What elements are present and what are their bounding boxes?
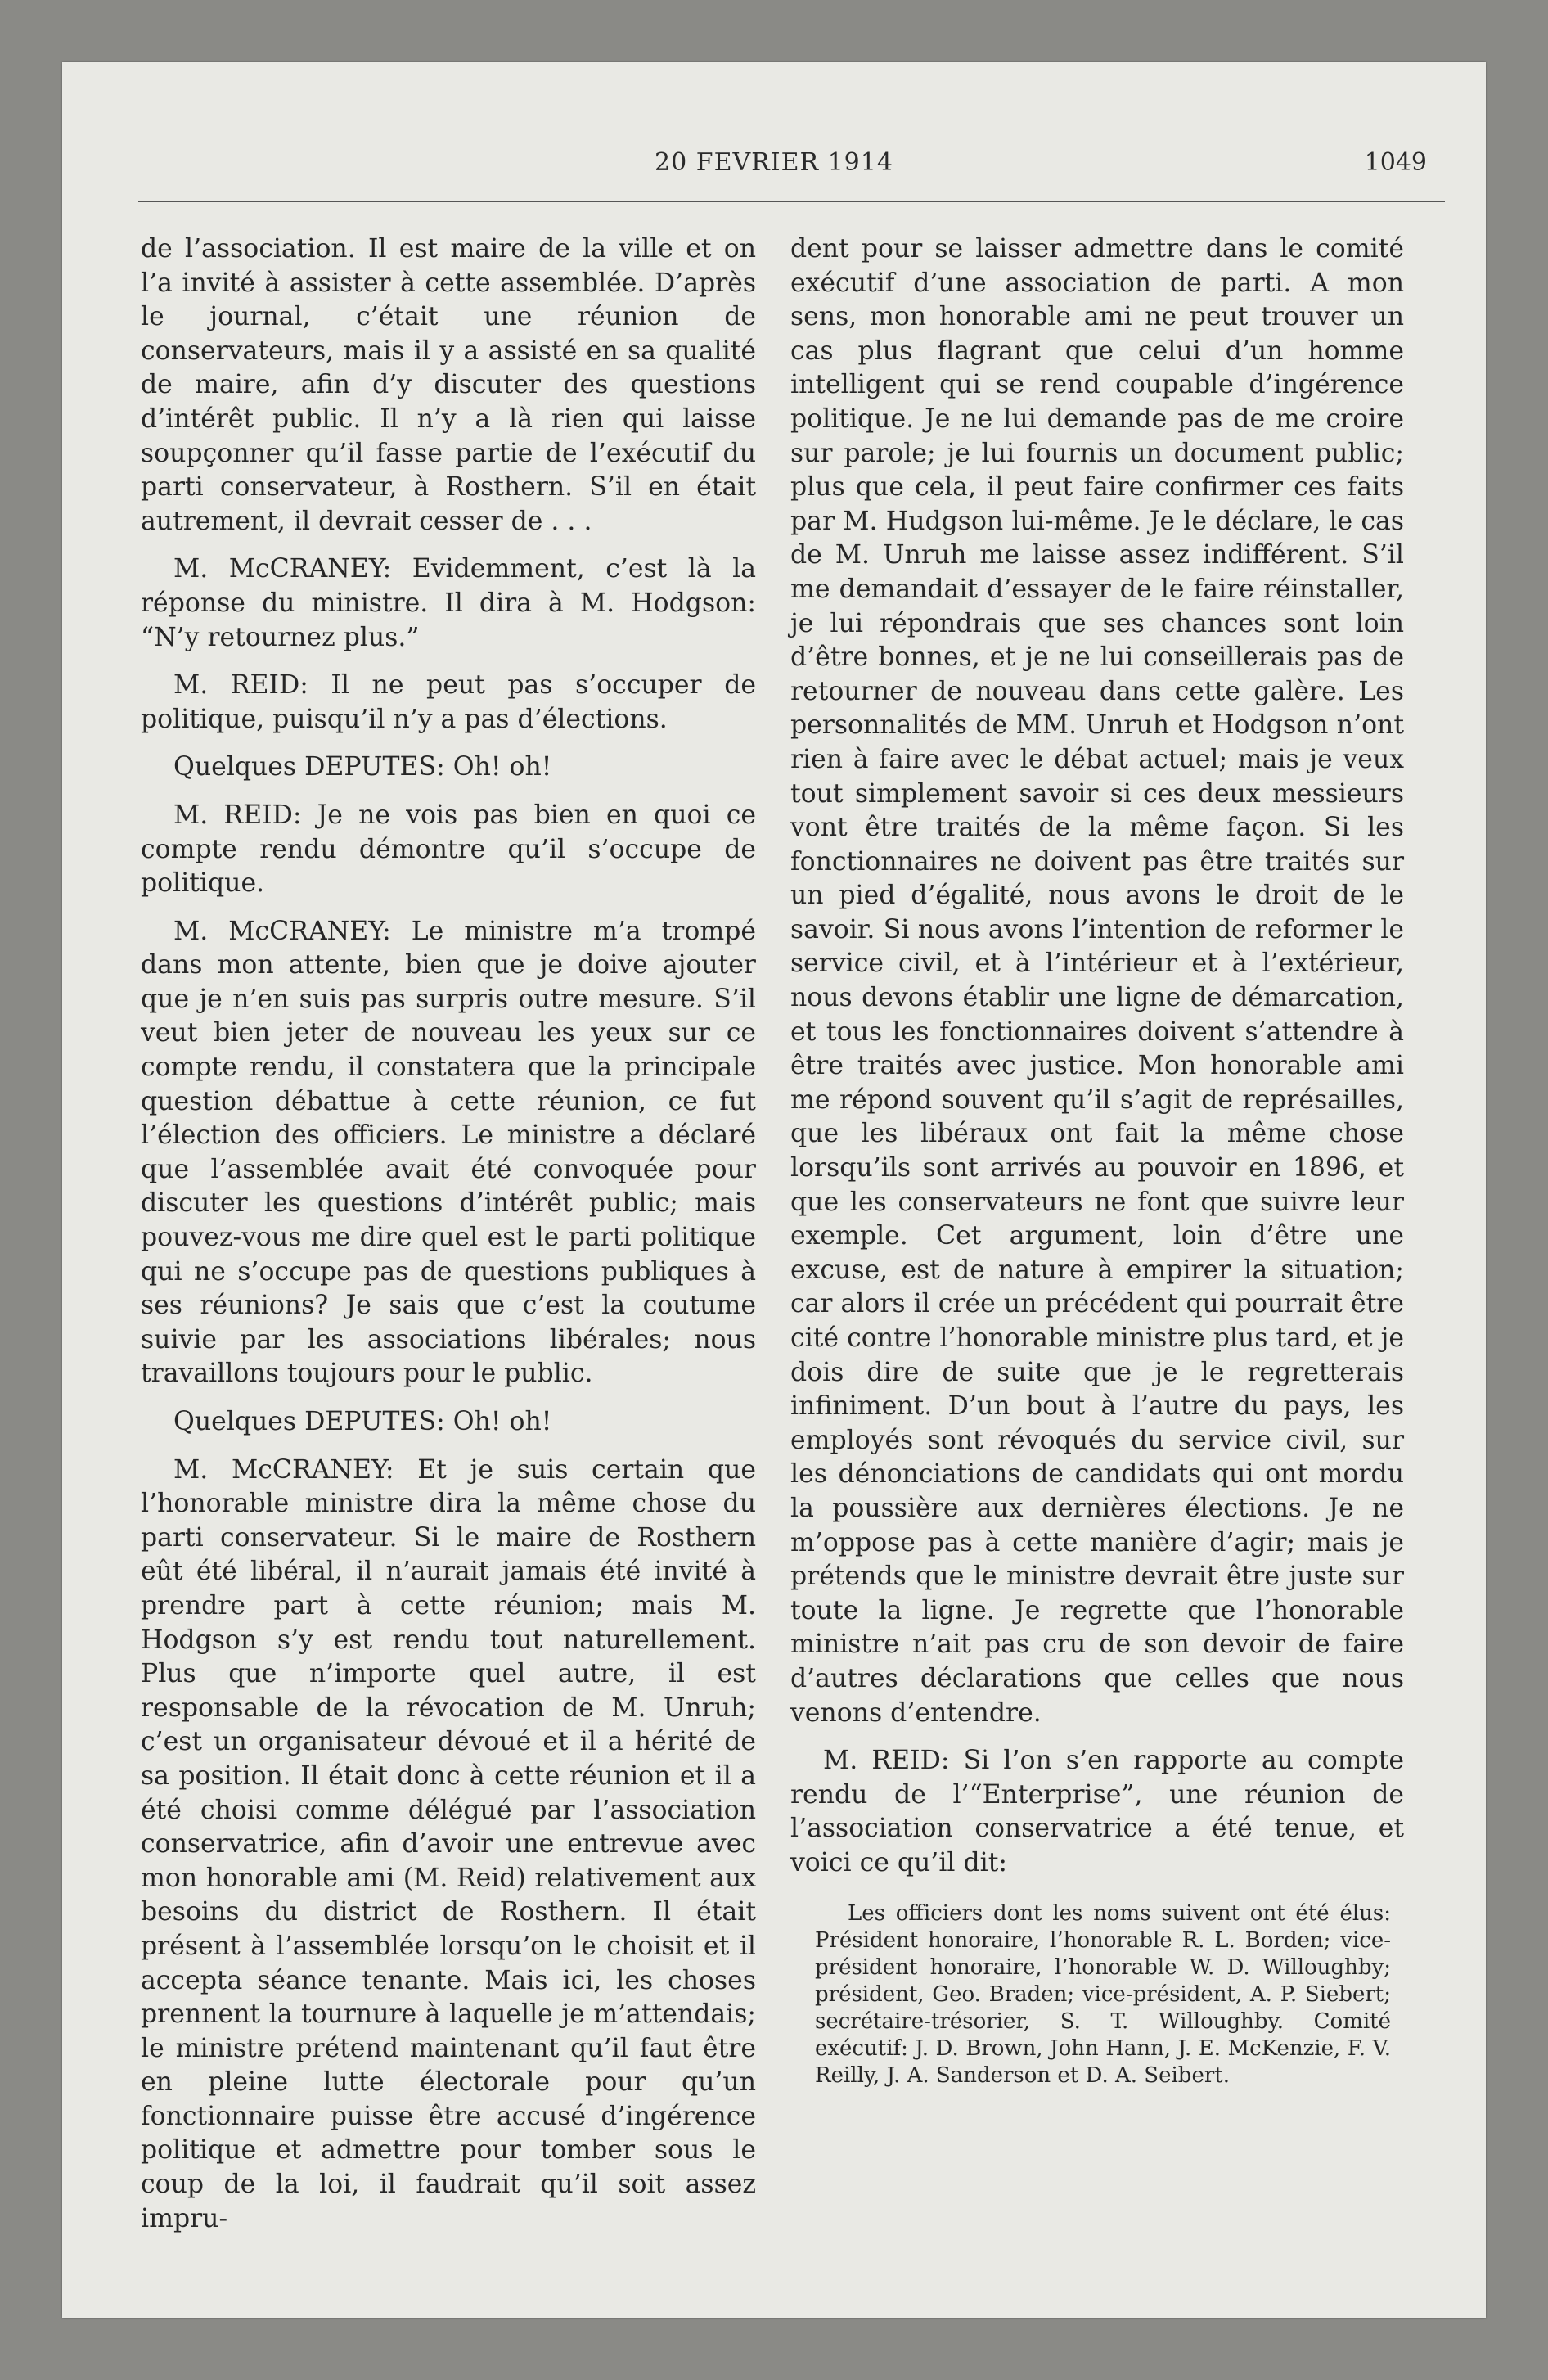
quote-text: Les officiers dont les noms suivent ont été élus: Président honoraire, l’honorable R. L. Borden; vice-président honoraire, l’honorable W. D. Willoughby; président, Geo. Braden; vice-président, A. P. Siebert; secrétaire-trésorier, S. T. Willoughby. Comité exécutif: J. D. Brown, John Hann, J. E. McKenzie, F. V. Reilly, J. A. Sanderson et D. A. Seibert. bbox=[815, 1900, 1391, 2088]
left-column bbox=[141, 232, 756, 2250]
paragraph: de l’association. Il est maire de la ville et on l’a invité à assister à cette assemblée. D’après le journal, c’était une réunion de conservateurs, mais il y a assisté en sa qualité de maire, afin d’y discuter des questions d’intérêt public. Il n’y a là rien qui laisse soupçonner qu’il fasse partie de l’exécutif du parti conservateur, à Rosthern. S’il en était autrement, il devrait cesser de . . . bbox=[141, 234, 756, 536]
header-rule bbox=[138, 201, 1445, 202]
paragraph: Quelques DEPUTES: Oh! oh! bbox=[173, 1407, 552, 1436]
paragraph: M. McCRANEY: Evidemment, c’est là la réponse du ministre. Il dira à M. Hodgson: “N’y retournez plus.” bbox=[141, 554, 756, 652]
paragraph: M. REID: Je ne vois pas bien en quoi ce compte rendu démontre qu’il s’occupe de politique. bbox=[141, 800, 756, 899]
page-date-title: 20 FEVRIER 1914 bbox=[655, 148, 893, 177]
page-header bbox=[62, 148, 1486, 189]
paragraph: Quelques DEPUTES: Oh! oh! bbox=[173, 752, 552, 782]
paragraph: M. McCRANEY: Le ministre m’a trompé dans mon attente, bien que je doive ajouter que je n’en suis pas surpris outre mesure. S’il veut bien jeter de nouveau les yeux sur ce compte rendu, il constatera que la principale question débattue à cette réunion, ce fut l’élection des officiers. Le ministre a déclaré que l’assemblée avait été convoquée pour discuter les questions d’intérêt public; mais pouvez-vous me dire quel est le parti politique qui ne s’occupe pas de questions publiques à ses réunions? Je sais que c’est la coutume suivie par les associations libérales; nous travaillons toujours pour le public. bbox=[141, 916, 756, 1389]
paragraph: M. REID: Si l’on s’en rapporte au compte rendu de l’“Enterprise”, une réunion de l’association conservatrice a été tenue, et voici ce qu’il dit: bbox=[790, 1746, 1404, 1877]
paragraph: dent pour se laisser admettre dans le comité exécutif d’une association de parti. A mon sens, mon honorable ami ne peut trouver un cas plus flagrant que celui d’un homme intelligent qui se rend coupable d’ingérence politique. Je ne lui demande pas de me croire sur parole; je lui fournis un document public; plus que cela, il peut faire confirmer ces faits par M. Hudgson lui-même. Je le déclare, le cas de M. Unruh me laisse assez indifférent. S’il me demandait d’essayer de le faire réinstaller, je lui répondrais que ses chances sont loin d’être bonnes, et je ne lui conseillerais pas de retourner de nouveau dans cette galère. Les personnalités de MM. Unruh et Hodgson n’ont rien à faire avec le débat actuel; mais je veux tout simplement savoir si ces deux messieurs vont être traités de la même façon. Si les fonctionnaires ne doivent pas être traités sur un pied d’égalité, nous avons le droit de le savoir. Si nous avons l’intention de reformer le service civil, et à l’intérieur et à l’extérieur, nous devons établir une ligne de démarcation, et tous les fonctionnaires doivent s’attendre à être traités avec justice. Mon honorable ami me répond souvent qu’il s’agit de représailles, que les libéraux ont fait la même chose lorsqu’ils sont arrivés au pouvoir en 1896, et que les conservateurs ne font que suivre leur exemple. Cet argument, loin d’être une excuse, est de nature à empirer la situation; car alors il crée un précédent qui pourrait être cité contre l’honorable ministre plus tard, et je dois dire de suite que je le regretterais infiniment. D’un bout à l’autre du pays, les employés sont révoqués du service civil, sur les dénonciations de candidats qui ont mordu la poussière aux dernières élections. Je ne m’oppose pas à cette manière d’agir; mais je prétends que le ministre devrait être juste sur toute la ligne. Je regrette que l’honorable ministre n’ait pas cru de son devoir de faire d’autres déclarations que celles que nous venons d’entendre. bbox=[790, 234, 1404, 1728]
page-number: 1049 bbox=[1364, 148, 1427, 177]
paragraph: M. REID: Il ne peut pas s’occuper de politique, puisqu’il n’y a pas d’élections. bbox=[141, 670, 756, 734]
block-quote bbox=[790, 1900, 1404, 2089]
right-column bbox=[790, 232, 1404, 2089]
paragraph: M. McCRANEY: Et je suis certain que l’honorable ministre dira la même chose du parti conservateur. Si le maire de Rosthern eût été libéral, il n’aurait jamais été invité à prendre part à cette réunion; mais M. Hodgson s’y est rendu tout naturellement. Plus que n’importe quel autre, il est responsable de la révocation de M. Unruh; c’est un organisateur dévoué et il a hérité de sa position. Il était donc à cette réunion et il a été choisi comme délégué par l’association conservatrice, afin d’avoir une entrevue avec mon honorable ami (M. Reid) relativement aux besoins du district de Rosthern. Il était présent à l’assemblée lorsqu’on le choisit et il accepta séance tenante. Mais ici, les choses prennent la tournure à laquelle je m’attendais; le ministre prétend maintenant qu’il faut être en pleine lutte électorale pour qu’un fonctionnaire puisse être accusé d’ingérence politique et admettre pour tomber sous le coup de la loi, il faudrait qu’il soit assez impru- bbox=[141, 1454, 756, 2234]
document-page bbox=[62, 62, 1486, 2318]
